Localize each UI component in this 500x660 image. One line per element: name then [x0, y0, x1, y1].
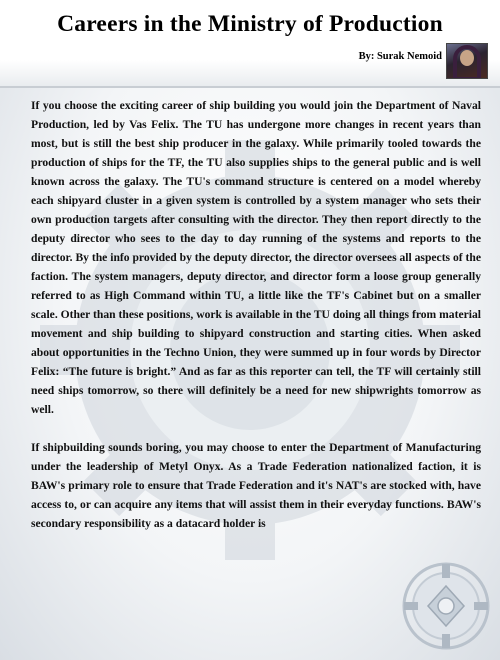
article-paragraph: If shipbuilding sounds boring, you may choose to enter the Department of Manufacturing under the leadership of Metyl Onyx. As a Trade Federation nationalized faction, it is BAW's primary role to ensure that Trade Federation and it's NAT's are stocked with, have access to, or can acquire any items that will assist them in their everyday functions. BAW's secondary responsibility as a datacard holder is — [31, 441, 481, 530]
portrait-hood — [453, 45, 481, 79]
page-title: Careers in the Ministry of Production — [57, 11, 443, 37]
article-paragraph: If you choose the exciting career of ship building you would join the Department of Naval Production, led by Vas Felix. The TU has undergone more changes in recent years than most, but is still the best ship producer in the galaxy. While primarily tooled towards the production of ships for the TF, the TU also supplies ships to the general public and is well known across the galaxy. The TU's command structure is centered on a model whereby each shipyard cluster in a given system is controlled by a system manager who sets their own production targets after consulting with the director. They then report directly to the deputy director who sees to the day to day running of the systems and reports to the director. By the info provided by the deputy director, the director oversees all aspects of the faction. The system managers, deputy director, and director form a loose group generally referred to as High Command within TU, a little like the TF's Cabinet but on a smaller scale. Other than these positions, work is available in the TU doing all things from material movement and ship building to shipyard construction and starting cities. When asked about opportunities in the Techno Union, they were summed up in four words by Director Felix: “The future is bright.” And as far as this reporter can tell, the TF will certainly still need ships tomorrow, so there will definitely be a need for new shipwrights tomorrow as well. — [31, 99, 481, 416]
trade-federation-emblem-icon — [400, 560, 492, 652]
article-body — [31, 96, 481, 552]
author-portrait — [446, 43, 488, 79]
author-byline: By: Surak Nemoid — [358, 51, 442, 62]
page-header — [0, 0, 500, 88]
